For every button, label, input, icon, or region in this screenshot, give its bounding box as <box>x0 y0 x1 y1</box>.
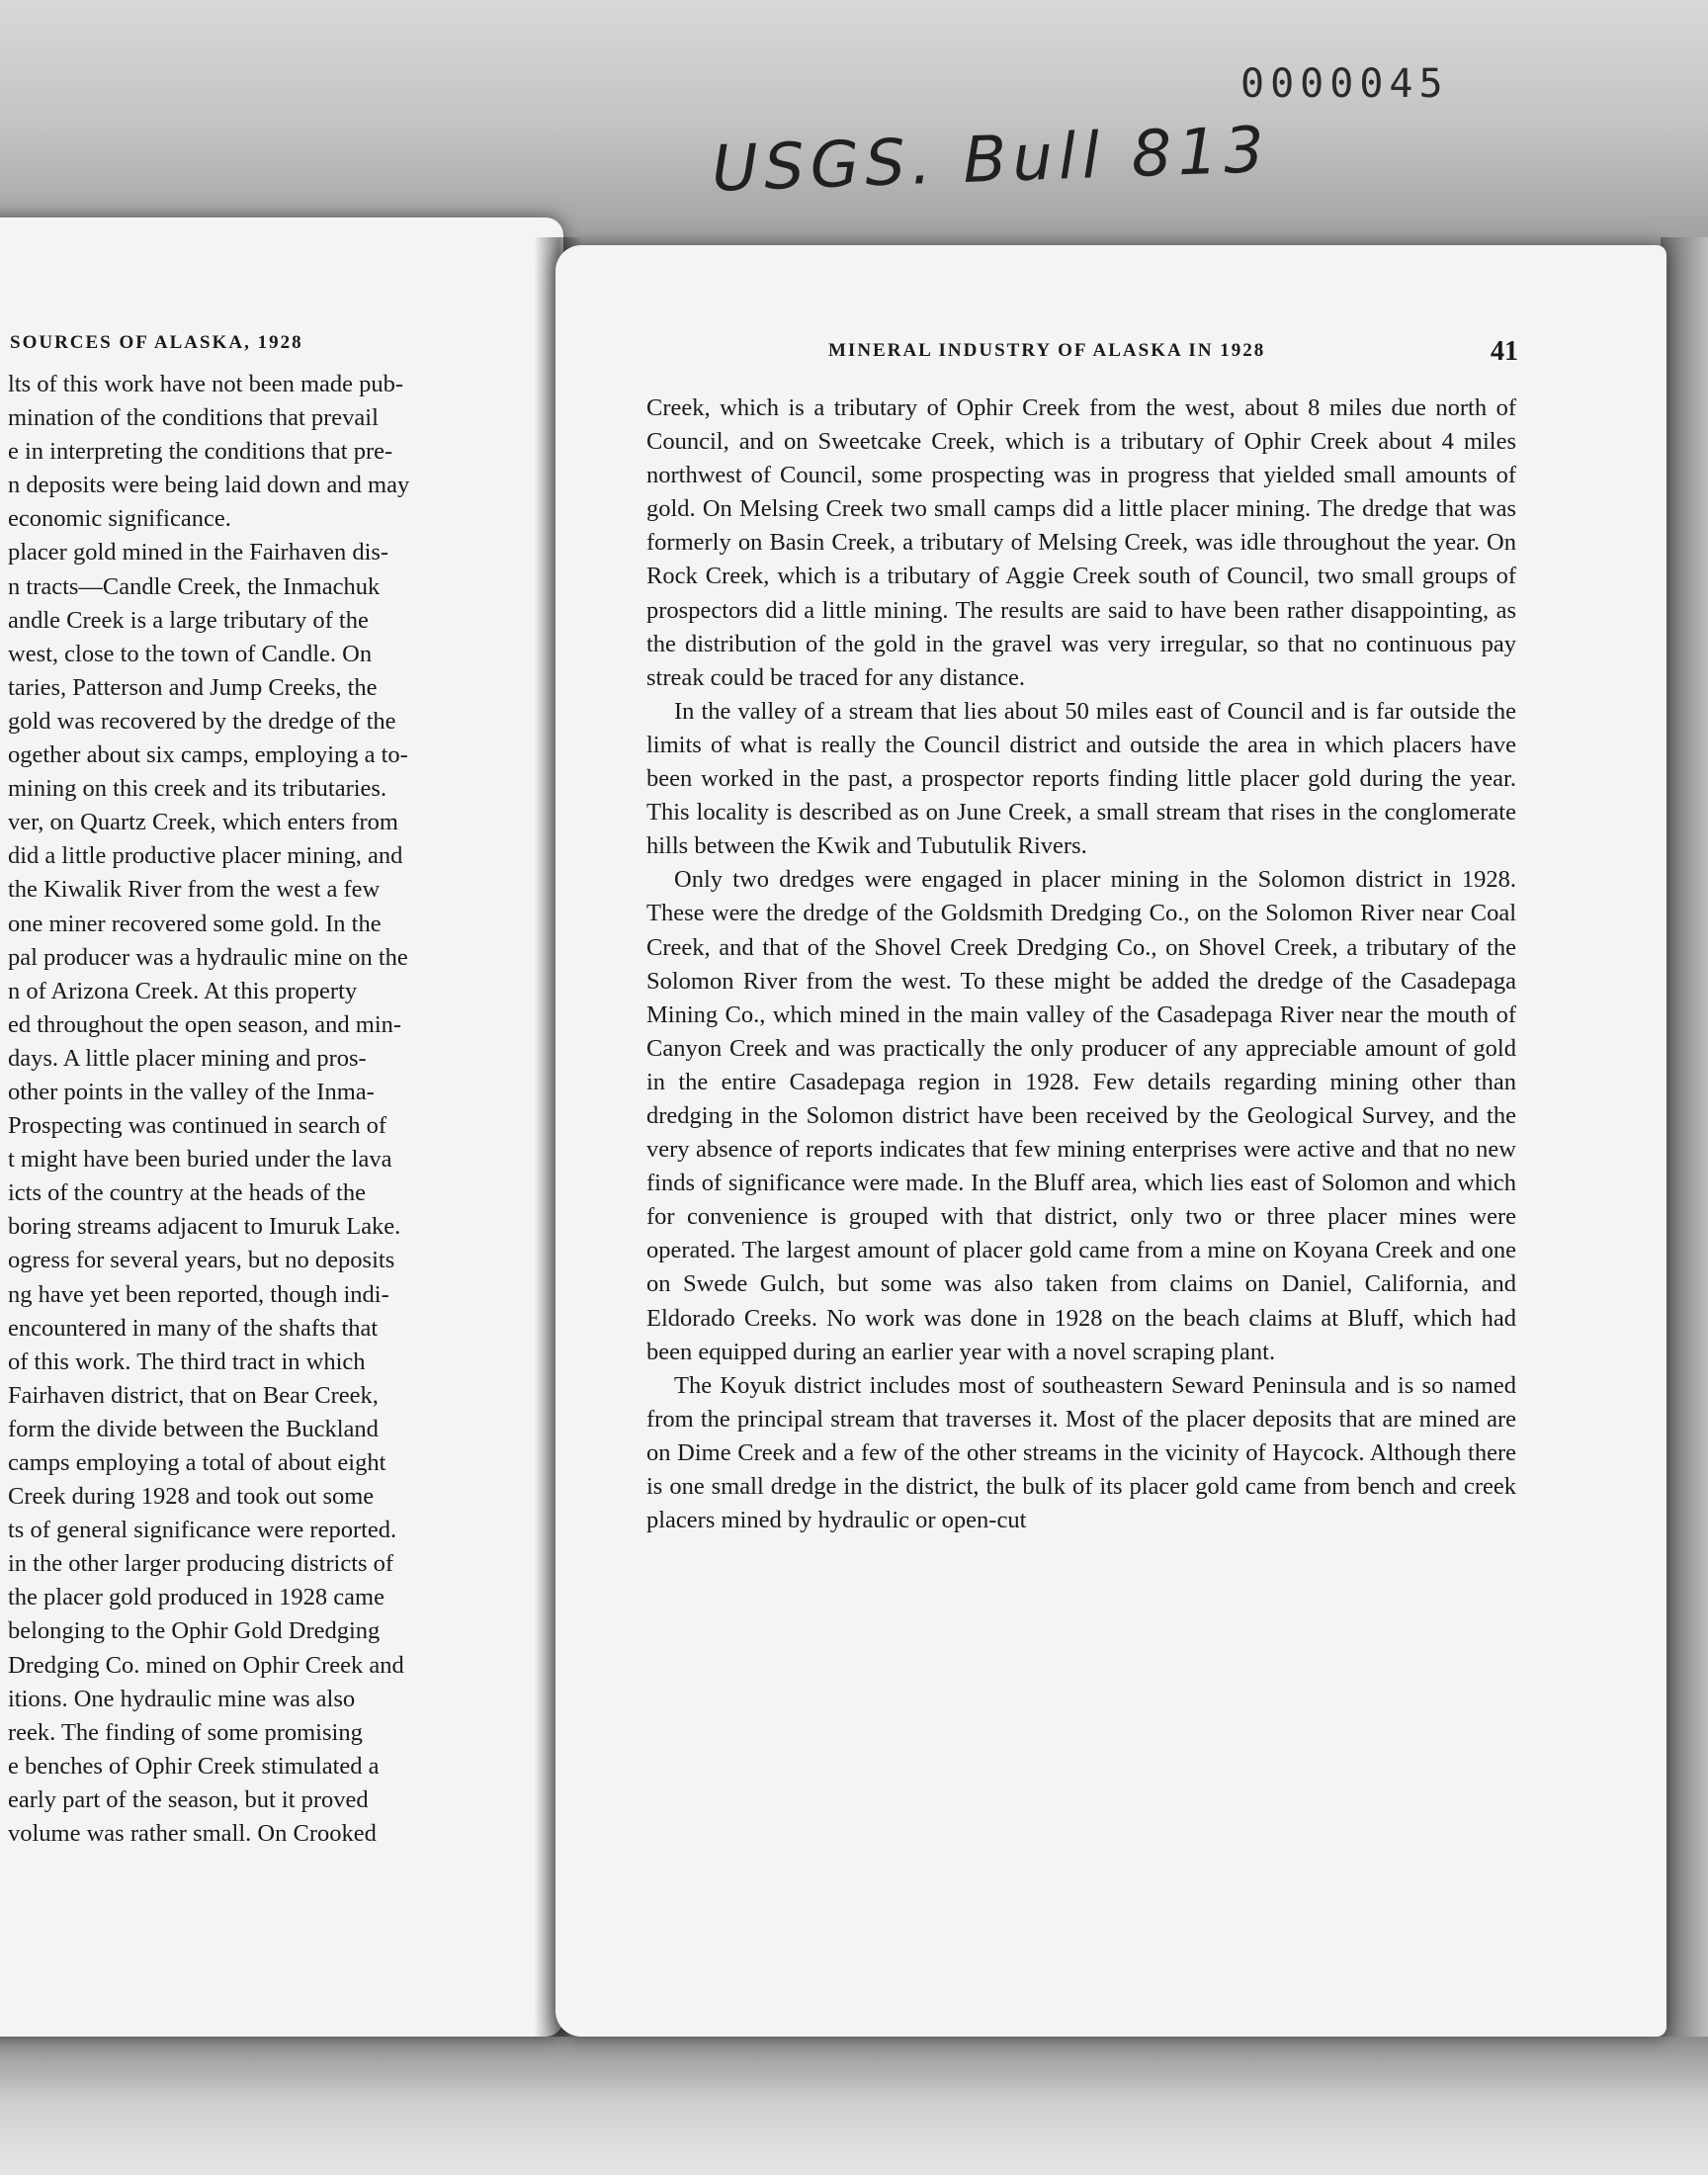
paragraph: Creek, which is a tributary of Ophir Creek from the west, about 8 miles due north of Council, and on Sweetcake Creek, which is a tributary of Ophir Creek about 4 miles northwest of Council, some prospecting was in progress that yielded small amounts of gold. On Melsing Creek two small camps did a little placer mining. The dredge that was formerly on Basin Creek, a tributary of Melsing Creek, was idle throughout the year. On Rock Creek, which is a tributary of Aggie Creek south of Council, two small groups of prospectors did a little mining. The results are said to have been rather disappointing, as the distribution of the gold in the gravel was very irregular, so that no continuous pay streak could be traced for any distance. <box>646 394 1516 691</box>
left-line: the Kiwalik River from the west a few <box>8 876 381 904</box>
left-line: camps employing a total of about eight <box>8 1449 386 1476</box>
left-line: days. A little placer mining and pros- <box>8 1044 367 1072</box>
left-line: Fairhaven district, that on Bear Creek, <box>8 1381 379 1409</box>
left-line: volume was rather small. On Crooked <box>8 1820 377 1848</box>
left-line: n tracts—Candle Creek, the Inmachuk <box>8 572 381 600</box>
right-page <box>555 245 1666 2037</box>
left-line: form the divide between the Buckland <box>8 1415 379 1442</box>
left-line: boring streams adjacent to Imuruk Lake. <box>8 1213 401 1241</box>
left-line: ogether about six camps, employing a to- <box>8 741 408 769</box>
left-line: belonging to the Ophir Gold Dredging <box>8 1617 381 1645</box>
scan-bottom-shadow <box>0 2017 1708 2175</box>
left-line: reek. The finding of some promising <box>8 1718 363 1746</box>
left-line: Prospecting was continued in search of <box>8 1112 387 1140</box>
left-line: one miner recovered some gold. In the <box>8 910 382 937</box>
paragraph: In the valley of a stream that lies about 50 miles east of Council and is far outside the limits of what is really the Council district and outside the area in which placers have been worked in the past, a prospector reports finding little placer gold during the year. This locality is described as on June Creek, a small stream that rises in the conglomerate hills between the Kwik and Tubutulik Rivers. <box>646 697 1516 860</box>
right-page-text <box>646 392 1516 1537</box>
left-line: ver, on Quartz Creek, which enters from <box>8 809 398 836</box>
page-number: 41 <box>1491 336 1518 367</box>
left-line: n deposits were being laid down and may <box>8 472 410 499</box>
left-line: lts of this work have not been made pub- <box>8 371 404 397</box>
left-line: ng have yet been reported, though indi- <box>8 1280 389 1308</box>
left-line: Creek during 1928 and took out some <box>8 1483 375 1511</box>
left-line: itions. One hydraulic mine was also <box>8 1685 356 1712</box>
paragraph: The Koyuk district includes most of southeastern Seward Peninsula and is so named from the principal stream that traverses it. Most of the placer deposits that are mined are on Dime Creek and a few of the other streams in the vicinity of Haycock. Although there is one small dredge in the district, the bulk of its placer gold came from bench and creek placers mined by hydraulic or open-cut <box>646 1371 1516 1534</box>
left-line: andle Creek is a large tributary of the <box>8 606 369 634</box>
handwritten-label: USGS. Bull 813 <box>710 114 1272 207</box>
left-line: economic significance. <box>8 505 231 533</box>
scan-right-edge <box>1661 237 1708 2037</box>
left-running-head: SOURCES OF ALASKA, 1928 <box>10 332 303 353</box>
right-running-head: MINERAL INDUSTRY OF ALASKA IN 1928 <box>828 340 1266 361</box>
left-line: gold was recovered by the dredge of the <box>8 707 396 735</box>
left-line: ts of general significance were reported. <box>8 1517 397 1544</box>
left-line: n of Arizona Creek. At this property <box>8 977 358 1004</box>
left-line: t might have been buried under the lava <box>8 1146 392 1174</box>
left-line: the placer gold produced in 1928 came <box>8 1584 384 1611</box>
left-line: Dredging Co. mined on Ophir Creek and <box>8 1651 404 1679</box>
left-line: encountered in many of the shafts that <box>8 1314 379 1342</box>
left-line: ogress for several years, but no deposits <box>8 1247 395 1274</box>
left-line: placer gold mined in the Fairhaven dis- <box>8 539 389 566</box>
left-line: e benches of Ophir Creek stimulated a <box>8 1752 380 1780</box>
paragraph: Only two dredges were engaged in placer mining in the Solomon district in 1928. These were the dredge of the Goldsmith Dredging Co., on the Solomon River near Coal Creek, and that of the Shovel Creek Dredging Co., on Shovel Creek, a tributary of the Solomon River from the west. To these might be added the dredge of the Casadepaga Mining Co., which mined in the main valley of the Casadepaga River near the mouth of Canyon Creek and was practically the only producer of any appreciable amount of gold in the entire Casadepaga region in 1928. Few details regarding mining other than dredging in the Solomon district have been received by the Geological Survey, and the very absence of reports indicates that few mining enterprises were active and that no new finds of significance were made. In the Bluff area, which lies east of Solomon and which for convenience is grouped with that district, only two or three placer mines were operated. The largest amount of placer gold came from a mine on Koyana Creek and one on Swede Gulch, but some was also taken from claims on Daniel, California, and Eldorado Creeks. No work was done in 1928 on the beach claims at Bluff, which had been equipped during an earlier year with a novel scraping plant. <box>646 866 1516 1365</box>
left-line: pal producer was a hydraulic mine on the <box>8 943 408 971</box>
left-line: of this work. The third tract in which <box>8 1348 366 1375</box>
left-line: early part of the season, but it proved <box>8 1785 369 1813</box>
document-number-stamp: 0000045 <box>1240 61 1449 107</box>
left-line: mining on this creek and its tributaries. <box>8 775 387 803</box>
left-line: ed throughout the open season, and min- <box>8 1010 402 1038</box>
left-line: did a little productive placer mining, and <box>8 842 403 870</box>
left-line: taries, Patterson and Jump Creeks, the <box>8 673 378 701</box>
left-line: other points in the valley of the Inma- <box>8 1078 375 1105</box>
left-line: west, close to the town of Candle. On <box>8 640 373 667</box>
left-line: e in interpreting the conditions that pre- <box>8 438 393 466</box>
left-line: in the other larger producing districts of <box>8 1550 394 1578</box>
left-page-text <box>8 368 522 1851</box>
left-line: icts of the country at the heads of the <box>8 1179 366 1207</box>
left-line: mination of the conditions that prevail <box>8 404 379 432</box>
left-page <box>0 218 563 2037</box>
